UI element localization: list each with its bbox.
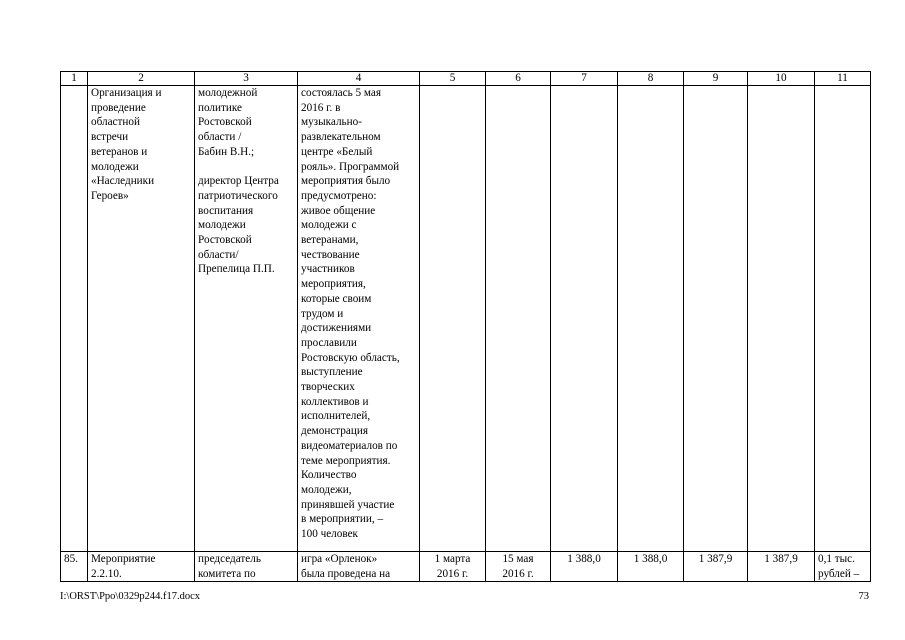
cell-text-line xyxy=(198,160,294,175)
cell-text-line: молодежной xyxy=(198,87,258,99)
cell-text-line: областной xyxy=(91,116,140,129)
row2-col7-value-cell xyxy=(551,552,618,582)
row1-col6-cell xyxy=(486,86,551,552)
cell-text-line: мероприятия было xyxy=(301,175,391,188)
cell-text-line: 2016 г. xyxy=(436,567,469,580)
cell-text-line: 1 388,0 xyxy=(567,553,601,565)
cell-text-line: области / xyxy=(198,131,242,144)
cell-text-line: молодежи, xyxy=(301,483,352,496)
cell-text-line: прославили xyxy=(301,336,357,349)
column-number-6: 6 xyxy=(486,72,551,86)
cell-text-line: предусмотрено: xyxy=(301,189,377,202)
column-number-7: 7 xyxy=(551,72,618,86)
column-number-10: 10 xyxy=(748,72,815,86)
row2-start-date-cell xyxy=(420,552,486,582)
cell-text-line: 1 388,0 xyxy=(633,553,668,565)
cell-text-line: 2016 г. xyxy=(502,567,534,580)
cell-text-line: развлекательном xyxy=(301,131,381,144)
cell-text-line: Героев» xyxy=(91,189,129,202)
row2-end-date-cell xyxy=(486,552,551,582)
row1-event-name-cell xyxy=(88,86,195,552)
row2-col9-value-cell xyxy=(684,552,748,582)
cell-text-line: музыкально- xyxy=(301,116,362,129)
cell-text-line: Количество xyxy=(301,469,357,482)
cell-text-line: директор Центра xyxy=(198,175,279,188)
footer-page-number: 73 xyxy=(858,591,869,602)
cell-text-line: 1 387,9 xyxy=(698,553,733,565)
cell-text-line: рояль». Программой xyxy=(301,160,400,173)
cell-text-line: молодежи xyxy=(91,160,139,173)
row1-col8-cell xyxy=(618,86,684,552)
cell-text-line: комитета по xyxy=(198,567,256,580)
cell-text-line: трудом и xyxy=(301,307,344,320)
column-number-1: 1 xyxy=(61,72,88,86)
cell-text-line: Организация и xyxy=(91,87,162,99)
row1-col11-cell xyxy=(815,86,871,552)
cell-text-line: политике xyxy=(198,101,243,114)
cell-text-line: ветеранов и xyxy=(91,145,148,158)
cell-text-line: патриотического xyxy=(198,189,278,202)
cell-text-line: достижениями xyxy=(301,322,372,335)
cell-text-line: 2016 г. в xyxy=(301,101,341,114)
cell-text-line: 85. xyxy=(64,553,78,565)
row1-col10-cell xyxy=(748,86,815,552)
column-number-8: 8 xyxy=(618,72,684,86)
row1-col5-cell xyxy=(420,86,486,552)
cell-text-line: живое общение xyxy=(301,204,376,217)
cell-text-line: состоялась 5 мая xyxy=(301,87,381,99)
cell-text-line: молодежи с xyxy=(301,219,357,232)
cell-text-line: Ростовской xyxy=(198,234,252,247)
row2-col11-note-cell xyxy=(815,552,871,582)
cell-text-line: теме мероприятия. xyxy=(301,454,391,467)
cell-text-line: центре «Белый xyxy=(301,145,373,158)
cell-text-line: Бабин В.Н.; xyxy=(198,145,255,158)
cell-text-line: 0,1 тыс. xyxy=(818,553,855,565)
cell-text-line: 100 человек xyxy=(301,528,358,541)
cell-text-line: Ростовской xyxy=(198,116,252,129)
cell-text-line: видеоматериалов по xyxy=(301,439,398,452)
table-row xyxy=(61,86,871,552)
cell-text-line: участников xyxy=(301,263,355,276)
column-number-3: 3 xyxy=(195,72,298,86)
cell-text-line: творческих xyxy=(301,381,355,394)
cell-text-line: рублей – xyxy=(818,567,860,580)
row2-number-cell xyxy=(61,552,88,582)
column-number-2: 2 xyxy=(88,72,195,86)
row1-col9-cell xyxy=(684,86,748,552)
cell-text-line: молодежи xyxy=(198,219,246,232)
cell-text-line: встречи xyxy=(91,131,129,144)
row2-col10-value-cell xyxy=(748,552,815,582)
cell-text-line: ветеранами, xyxy=(301,234,359,247)
column-number-9: 9 xyxy=(684,72,748,86)
cell-text-line: 1 марта xyxy=(434,553,471,565)
cell-text-line: игра «Орленок» xyxy=(301,553,378,565)
column-number-5: 5 xyxy=(420,72,486,86)
cell-text-line: Мероприятие xyxy=(91,553,156,565)
cell-text-line: принявшей участие xyxy=(301,498,395,511)
document-table xyxy=(60,71,871,582)
cell-text-line: председатель xyxy=(198,553,261,565)
cell-text-line: Препелица П.П. xyxy=(198,263,275,276)
column-number-4: 4 xyxy=(298,72,420,86)
cell-text-line: исполнителей, xyxy=(301,410,371,423)
row2-event-name-cell xyxy=(88,552,195,582)
column-number-11: 11 xyxy=(815,72,871,86)
cell-text-line: в мероприятии, – xyxy=(301,513,384,526)
row2-responsible-cell xyxy=(195,552,298,582)
row2-col8-value-cell xyxy=(618,552,684,582)
row1-col7-cell xyxy=(551,86,618,552)
cell-text-line: 1 387,9 xyxy=(764,553,798,565)
cell-text-line: «Наследники xyxy=(91,175,155,188)
row1-number-cell xyxy=(61,86,88,552)
row1-description-cell xyxy=(298,86,420,552)
cell-text-line: коллективов и xyxy=(301,395,369,408)
cell-text-line: воспитания xyxy=(198,204,254,217)
cell-text-line: 2.2.10. xyxy=(91,567,122,580)
row1-responsible-cell xyxy=(195,86,298,552)
cell-text-line: чествование xyxy=(301,248,360,261)
cell-text-line: демонстрация xyxy=(301,425,368,438)
table-row xyxy=(61,552,871,582)
cell-text-line: области/ xyxy=(198,248,239,261)
cell-text-line: выступление xyxy=(301,366,363,379)
cell-text-line: Ростовскую область, xyxy=(301,351,400,364)
row2-description-cell xyxy=(298,552,420,582)
footer-file-path: I:\ORST\Ppo\0329p244.f17.docx xyxy=(60,591,201,602)
table-header-row xyxy=(61,72,871,86)
cell-text-line: мероприятия, xyxy=(301,278,366,291)
cell-text-line: проведение xyxy=(91,101,146,114)
cell-text-line: была проведена на xyxy=(301,567,391,580)
cell-text-line: которые своим xyxy=(301,292,372,305)
cell-text-line: 15 мая xyxy=(502,553,534,565)
